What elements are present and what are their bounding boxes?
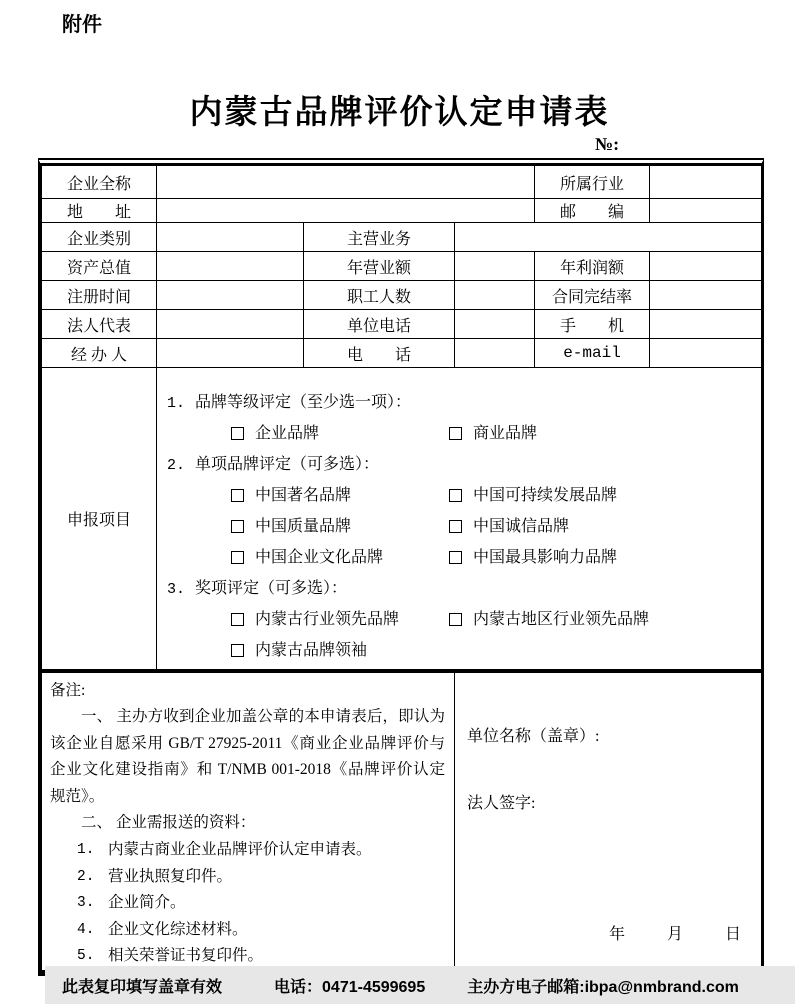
main-business-field[interactable]	[455, 223, 762, 252]
option-china-quality-brand[interactable]	[231, 511, 449, 542]
material-item	[50, 890, 445, 917]
remarks-clause-1: 一、 主办方收到企业加盖公章的本申请表后，即认为该企业自愿采用 GB/T 27925-2011《商业企业品牌评价与企业文化建设指南》和 T/NMB 001-2018《品牌评价认定规范》。	[50, 708, 445, 805]
annual-turnover-label: 年营业额	[304, 252, 455, 281]
option-label: 中国可持续发展品牌	[473, 486, 618, 504]
form-title: 内蒙古品牌评价认定申请表	[189, 95, 610, 131]
row-company-type	[42, 223, 762, 252]
material-text: 营业执照复印件。	[108, 867, 233, 885]
option-china-integrity-brand[interactable]	[449, 511, 569, 542]
checkbox-icon[interactable]	[231, 520, 244, 533]
material-item	[50, 917, 445, 944]
annual-profit-field[interactable]	[650, 252, 762, 281]
row-handler	[42, 339, 762, 368]
day-label: 日	[725, 926, 742, 944]
registration-time-label: 注册时间	[42, 281, 157, 310]
remarks-cell	[42, 671, 455, 971]
material-number: 2.	[77, 868, 95, 885]
group2-number: 2.	[167, 456, 186, 474]
email-field[interactable]	[650, 339, 762, 368]
material-number: 1.	[77, 842, 95, 859]
group2-options-row2	[167, 511, 761, 542]
legal-rep-field[interactable]	[157, 310, 304, 339]
option-label: 企业品牌	[255, 424, 320, 442]
remarks-clause-2: 二、 企业需报送的资料：	[81, 814, 256, 832]
company-name-field[interactable]	[157, 166, 535, 199]
company-name-label: 企业全称	[42, 166, 157, 199]
option-label: 中国诚信品牌	[473, 517, 570, 535]
stamp-cell	[455, 671, 762, 971]
option-commercial-brand[interactable]	[449, 418, 537, 449]
attachment-label: 附件	[62, 14, 102, 36]
checkbox-icon[interactable]	[231, 613, 244, 626]
option-label: 内蒙古品牌领袖	[255, 641, 368, 659]
checkbox-icon[interactable]	[449, 520, 462, 533]
legal-signature-label: 法人签字:	[467, 794, 536, 812]
organizer-phone: 电话：0471-4599695	[274, 978, 426, 996]
option-label: 中国企业文化品牌	[255, 548, 384, 566]
row-address	[42, 199, 762, 223]
handler-phone-label: 电 话	[304, 339, 455, 368]
option-china-famous-brand[interactable]	[231, 480, 449, 511]
declared-projects-label: 申报项目	[42, 368, 157, 671]
group1-options-row	[167, 418, 761, 449]
serial-number-label: №:	[595, 134, 620, 154]
employee-count-field[interactable]	[455, 281, 535, 310]
option-label: 商业品牌	[473, 424, 538, 442]
group1-heading	[167, 387, 761, 418]
option-label: 中国著名品牌	[255, 486, 352, 504]
material-item	[50, 837, 445, 864]
handler-phone-field[interactable]	[455, 339, 535, 368]
industry-field[interactable]	[650, 166, 762, 199]
declared-projects-cell	[157, 368, 762, 671]
company-type-label: 企业类别	[42, 223, 157, 252]
row-company-name	[42, 166, 762, 199]
checkbox-icon[interactable]	[449, 489, 462, 502]
company-phone-field[interactable]	[455, 310, 535, 339]
email-label: e-mail	[535, 339, 650, 368]
option-nmg-regional-leading-brand[interactable]	[449, 604, 649, 635]
group3-options-row2	[167, 635, 761, 666]
handler-label: 经 办 人	[42, 339, 157, 368]
remarks-label: 备注:	[50, 681, 86, 699]
group3-options-row1	[167, 604, 761, 635]
main-business-label: 主营业务	[304, 223, 455, 252]
row-registration	[42, 281, 762, 310]
date-line	[467, 921, 749, 944]
address-label: 地 址	[42, 199, 157, 223]
material-text: 企业文化综述材料。	[108, 920, 248, 938]
checkbox-icon[interactable]	[231, 427, 244, 440]
address-field[interactable]	[157, 199, 535, 223]
group1-number: 1.	[167, 394, 186, 412]
company-stamp-label: 单位名称（盖章）:	[467, 727, 600, 745]
company-phone-label: 单位电话	[304, 310, 455, 339]
registration-time-field[interactable]	[157, 281, 304, 310]
mobile-label: 手 机	[535, 310, 650, 339]
declared-projects-content	[157, 371, 761, 666]
checkbox-icon[interactable]	[449, 613, 462, 626]
option-nmg-industry-leading-brand[interactable]	[231, 604, 449, 635]
application-form-table	[38, 158, 764, 976]
total-assets-field[interactable]	[157, 252, 304, 281]
annual-profit-label: 年利润额	[535, 252, 650, 281]
checkbox-icon[interactable]	[449, 551, 462, 564]
row-assets	[42, 252, 762, 281]
group3-number: 3.	[167, 580, 186, 598]
contract-completion-label: 合同完结率	[535, 281, 650, 310]
row-declared-projects	[42, 368, 762, 671]
material-item	[50, 864, 445, 891]
option-enterprise-brand[interactable]	[231, 418, 449, 449]
checkbox-icon[interactable]	[449, 427, 462, 440]
checkbox-icon[interactable]	[231, 551, 244, 564]
group3-heading	[167, 573, 761, 604]
option-label: 内蒙古地区行业领先品牌	[473, 610, 650, 628]
company-type-field[interactable]	[157, 223, 304, 252]
option-china-sustainable-brand[interactable]	[449, 480, 617, 511]
material-number: 5.	[77, 948, 95, 965]
group2-options-row1	[167, 480, 761, 511]
material-number: 3.	[77, 895, 95, 912]
option-label: 中国最具影响力品牌	[473, 548, 618, 566]
material-number: 4.	[77, 921, 95, 938]
option-label: 内蒙古行业领先品牌	[255, 610, 400, 628]
option-china-influential-brand[interactable]	[449, 542, 617, 573]
group2-heading	[167, 449, 761, 480]
footer-strip	[45, 966, 795, 1004]
material-text: 内蒙古商业企业品牌评价认定申请表。	[108, 841, 372, 859]
row-legal-rep	[42, 310, 762, 339]
option-nmg-brand-leader[interactable]	[231, 635, 449, 666]
row-remarks-stamp	[42, 671, 762, 971]
organizer-email: 主办方电子邮箱:ibpa@nmbrand.com	[467, 978, 739, 996]
postcode-label: 邮 编	[535, 199, 650, 223]
industry-label: 所属行业	[535, 166, 650, 199]
stamp-content	[455, 673, 761, 971]
contract-completion-field[interactable]	[650, 281, 762, 310]
annual-turnover-field[interactable]	[455, 252, 535, 281]
checkbox-icon[interactable]	[231, 489, 244, 502]
postcode-field[interactable]	[650, 199, 762, 223]
group1-title: 品牌等级评定（至少选一项）：	[195, 393, 412, 411]
handler-field[interactable]	[157, 339, 304, 368]
total-assets-label: 资产总值	[42, 252, 157, 281]
option-label: 中国质量品牌	[255, 517, 352, 535]
employee-count-label: 职工人数	[304, 281, 455, 310]
legal-rep-label: 法人代表	[42, 310, 157, 339]
material-text: 企业简介。	[108, 894, 186, 912]
material-text: 相关荣誉证书复印件。	[108, 947, 264, 965]
year-label: 年	[608, 926, 625, 944]
option-china-culture-brand[interactable]	[231, 542, 449, 573]
checkbox-icon[interactable]	[231, 644, 244, 657]
group2-title: 单项品牌评定（可多选）：	[195, 455, 380, 473]
group3-title: 奖项评定（可多选）：	[195, 579, 348, 597]
group2-options-row3	[167, 542, 761, 573]
remarks-content	[42, 673, 454, 971]
copy-validity-note: 此表复印填写盖章有效	[62, 978, 223, 996]
mobile-field[interactable]	[650, 310, 762, 339]
month-label: 月	[666, 926, 683, 944]
